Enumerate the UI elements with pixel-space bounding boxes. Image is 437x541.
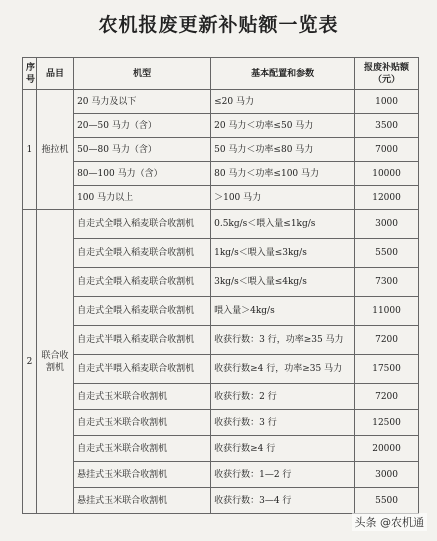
subsidy-table (22, 57, 419, 514)
cell-amount: 7000 (355, 138, 419, 162)
cell-amount: 7300 (355, 268, 419, 297)
table-row (23, 162, 419, 186)
table-row (23, 384, 419, 410)
table-row (23, 138, 419, 162)
cell-spec: 收获行数：3 行 (211, 410, 355, 436)
cell-amount: 20000 (355, 436, 419, 462)
cell-spec: 收获行数：2 行 (211, 384, 355, 410)
cell-amount: 12000 (355, 186, 419, 210)
cell-amount: 10000 (355, 162, 419, 186)
cell-spec: 20 马力＜功率≤50 马力 (211, 114, 355, 138)
table-row (23, 297, 419, 326)
cell-model: 自走式玉米联合收割机 (74, 384, 211, 410)
cell-model: 悬挂式玉米联合收割机 (74, 462, 211, 488)
cell-amount: 11000 (355, 297, 419, 326)
group-item: 联合收割机 (36, 210, 73, 514)
cell-amount: 17500 (355, 355, 419, 384)
cell-model: 自走式全喂入稻麦联合收割机 (74, 297, 211, 326)
cell-amount: 3500 (355, 114, 419, 138)
cell-spec: 收获行数：3—4 行 (211, 488, 355, 514)
header-model: 机型 (74, 58, 211, 90)
cell-amount: 7200 (355, 384, 419, 410)
cell-spec: 3kg/s＜喂入量≤4kg/s (211, 268, 355, 297)
cell-amount: 3000 (355, 210, 419, 239)
cell-spec: ≤20 马力 (211, 90, 355, 114)
table-row (23, 90, 419, 114)
cell-spec: 收获行数：3 行，功率≥35 马力 (211, 326, 355, 355)
cell-model: 自走式全喂入稻麦联合收割机 (74, 239, 211, 268)
cell-spec: 50 马力＜功率≤80 马力 (211, 138, 355, 162)
header-no: 序号 (23, 58, 37, 90)
cell-model: 自走式全喂入稻麦联合收割机 (74, 268, 211, 297)
table-row (23, 355, 419, 384)
header-spec: 基本配置和参数 (211, 58, 355, 90)
header-amount: 报废补贴额（元） (355, 58, 419, 90)
group-item: 拖拉机 (36, 90, 73, 210)
table-header-row (23, 58, 419, 90)
cell-spec: 收获行数≥4 行 (211, 436, 355, 462)
cell-amount: 7200 (355, 326, 419, 355)
cell-amount: 1000 (355, 90, 419, 114)
cell-model: 20 马力及以下 (74, 90, 211, 114)
cell-spec: 1kg/s＜喂入量≤3kg/s (211, 239, 355, 268)
cell-spec: 80 马力＜功率≤100 马力 (211, 162, 355, 186)
cell-model: 80—100 马力（含） (74, 162, 211, 186)
group-no: 1 (23, 90, 37, 210)
table-row (23, 210, 419, 239)
table-row (23, 326, 419, 355)
cell-model: 悬挂式玉米联合收割机 (74, 488, 211, 514)
cell-model: 自走式玉米联合收割机 (74, 410, 211, 436)
cell-amount: 5500 (355, 488, 419, 514)
cell-spec: 喂入量＞4kg/s (211, 297, 355, 326)
group-no: 2 (23, 210, 37, 514)
cell-model: 20—50 马力（含） (74, 114, 211, 138)
watermark: 头条 @农机通 (352, 513, 428, 531)
cell-model: 自走式全喂入稻麦联合收割机 (74, 210, 211, 239)
table-row (23, 239, 419, 268)
table-row (23, 410, 419, 436)
cell-spec: ＞100 马力 (211, 186, 355, 210)
cell-spec: 0.5kg/s＜喂入量≤1kg/s (211, 210, 355, 239)
cell-amount: 12500 (355, 410, 419, 436)
cell-model: 50—80 马力（含） (74, 138, 211, 162)
document-title: 农机报废更新补贴额一览表 (98, 14, 339, 36)
cell-amount: 3000 (355, 462, 419, 488)
cell-model: 自走式玉米联合收割机 (74, 436, 211, 462)
cell-model: 自走式半喂入稻麦联合收割机 (74, 355, 211, 384)
cell-amount: 5500 (355, 239, 419, 268)
cell-model: 100 马力以上 (74, 186, 211, 210)
table-row (23, 268, 419, 297)
cell-spec: 收获行数：1—2 行 (211, 462, 355, 488)
table-row (23, 186, 419, 210)
table-row (23, 488, 419, 514)
table-row (23, 114, 419, 138)
table-row (23, 462, 419, 488)
table-row (23, 436, 419, 462)
cell-spec: 收获行数≥4 行，功率≥35 马力 (211, 355, 355, 384)
cell-model: 自走式半喂入稻麦联合收割机 (74, 326, 211, 355)
header-item: 品目 (36, 58, 73, 90)
